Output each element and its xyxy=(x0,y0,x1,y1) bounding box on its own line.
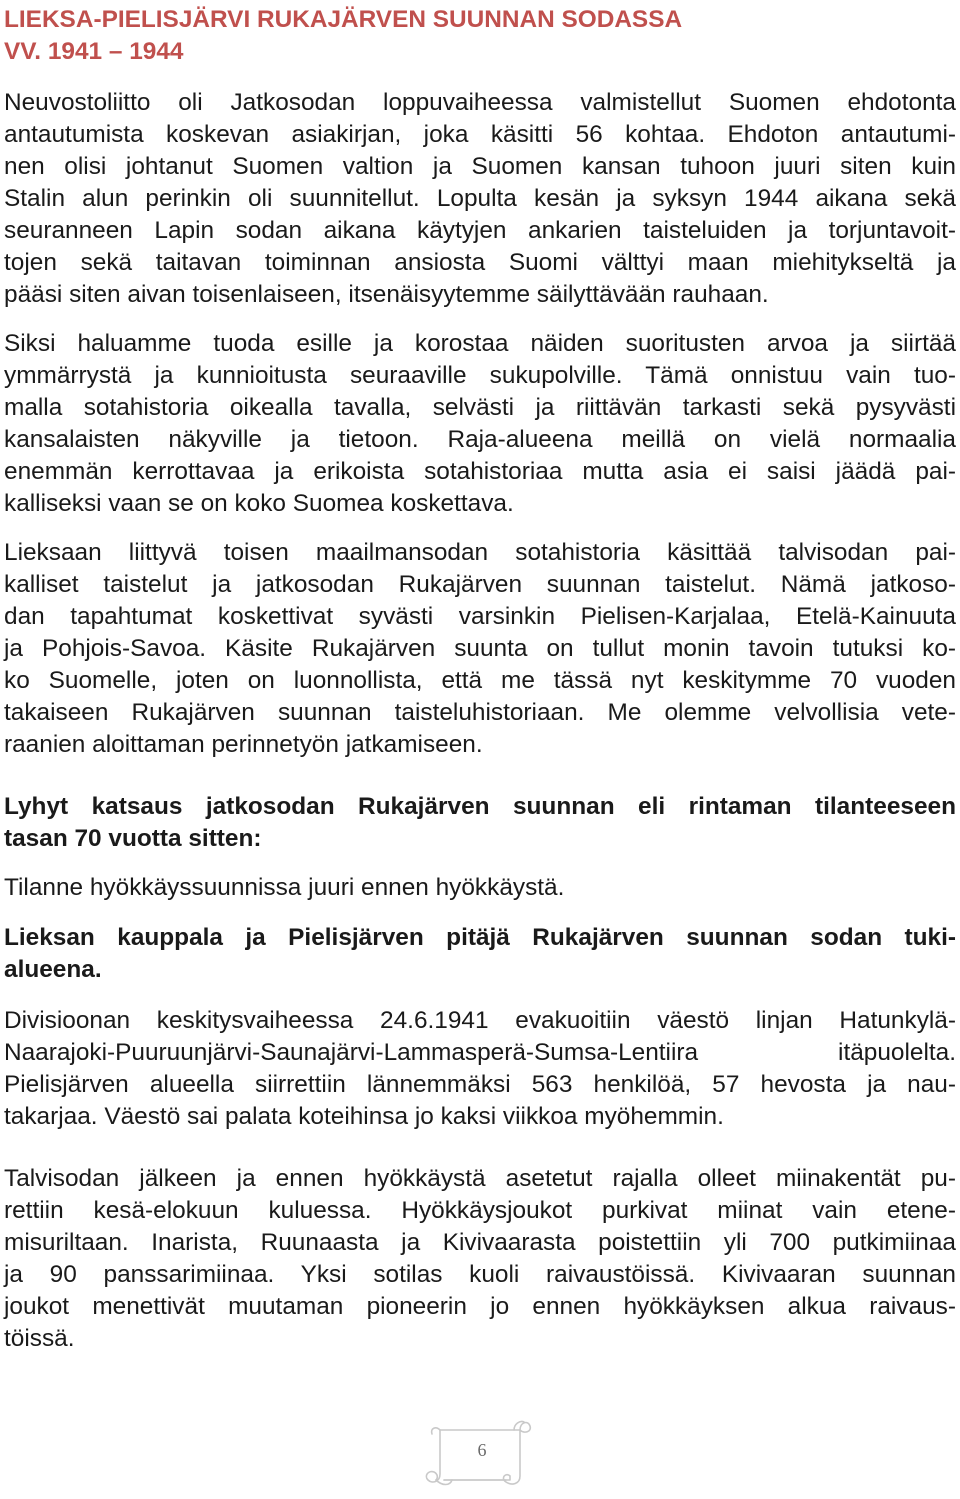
paragraph-1-line: Neuvostoliitto oli Jatkosodan loppuvaiheessa valmistellut Suomen ehdotonta xyxy=(4,89,956,116)
paragraph-6-line: töissä. xyxy=(4,1325,75,1352)
paragraph-2-line: enemmän kerrottavaa ja erikoista sotahistoriaa mutta asia ei saisi jäädä pai- xyxy=(4,458,956,485)
paragraph-5-line: Pielisjärven alueella siirrettiin lännemmäksi 563 henkilöä, 57 hevosta ja nau- xyxy=(4,1071,956,1098)
paragraph-1-line: pääsi siten aivan toisenlaiseen, itsenäisyytemme säilyttävään rauhaan. xyxy=(4,281,769,308)
paragraph-2-line: ymmärrystä ja kunnioitusta seuraaville sukupolville. Tämä onnistuu vain tuo- xyxy=(4,362,956,389)
paragraph-6-line: Talvisodan jälkeen ja ennen hyökkäystä asetetut rajalla olleet miinakentät pu- xyxy=(4,1165,956,1192)
paragraph-3-line: ja Pohjois-Savoa. Käsite Rukajärven suunta on tullut monin tavoin tutuksi ko- xyxy=(4,635,956,662)
section-heading-line: tasan 70 vuotta sitten: xyxy=(4,825,262,852)
paragraph-5-line: Divisioonan keskitysvaiheessa 24.6.1941 evakuoitiin väestö linjan Hatunkylä- xyxy=(4,1007,956,1034)
paragraph-6-line: joukot menettivät muutaman pioneerin jo ennen hyökkäyksen alkua raivaus- xyxy=(4,1293,956,1320)
paragraph-2-line: kansalaisten näkyville ja tietoon. Raja-alueena meillä on vielä normaalia xyxy=(4,426,956,453)
subsection-heading-line: Lieksan kauppala ja Pielisjärven pitäjä Rukajärven suunnan sodan tuki- xyxy=(4,924,956,951)
section-heading-line: Lyhyt katsaus jatkosodan Rukajärven suunnan eli rintaman tilanteeseen xyxy=(4,793,956,820)
paragraph-6-line: rettiin kesä-elokuun kuluessa. Hyökkäysjoukot purkivat miinat vain etene- xyxy=(4,1197,956,1224)
paragraph-3-line: ko Suomelle, joten on luonnollista, että me tässä nyt keskitymme 70 vuoden xyxy=(4,667,956,694)
paragraph-1-line: tojen sekä taitavan toiminnan ansiosta Suomi välttyi maan miehitykseltä ja xyxy=(4,249,956,276)
paragraph-1-line: nen olisi johtanut Suomen valtion ja Suomen kansan tuhoon juuri siten kuin xyxy=(4,153,956,180)
paragraph-5-line: takarjaa. Väestö sai palata koteihinsa jo kaksi viikkoa myöhemmin. xyxy=(4,1103,724,1130)
page-number: 6 xyxy=(477,1440,487,1460)
paragraph-3-line: kalliset taistelut ja jatkosodan Rukajärven suunnan taistelut. Nämä jatkoso- xyxy=(4,571,956,598)
paragraph-1-line: Stalin alun perinkin oli suunnitellut. Lopulta kesän ja syksyn 1944 aikana sekä xyxy=(4,185,956,212)
page-title-line-2: VV. 1941 – 1944 xyxy=(4,38,184,65)
paragraph-5-line: Naarajoki-Puuruunjärvi-Saunajärvi-Lammasperä-Sumsa-Lentiira itäpuolelta. xyxy=(4,1039,956,1066)
paragraph-4: Tilanne hyökkäyssuunnissa juuri ennen hyökkäystä. xyxy=(4,874,565,901)
paragraph-3-line: raanien aloittaman perinnetyön jatkamiseen. xyxy=(4,731,483,758)
paragraph-3-line: takaiseen Rukajärven suunnan taisteluhistoriaan. Me olemme velvollisia vete- xyxy=(4,699,956,726)
paragraph-2-line: malla sotahistoria oikealla tavalla, selvästi ja riittävän tarkasti sekä pysyvästi xyxy=(4,394,956,421)
paragraph-1-line: antautumista koskevan asiakirjan, joka käsitti 56 kohtaa. Ehdoton antautumi- xyxy=(4,121,956,148)
paragraph-6-line: ja 90 panssarimiinaa. Yksi sotilas kuoli raivaustöissä. Kivivaaran suunnan xyxy=(4,1261,956,1288)
subsection-heading-line: alueena. xyxy=(4,956,102,983)
paragraph-3-line: dan tapahtumat koskettivat syvästi varsinkin Pielisen-Karjalaa, Etelä-Kainuuta xyxy=(4,603,956,630)
paragraph-2-line: kalliseksi vaan se on koko Suomea koskettava. xyxy=(4,490,514,517)
page-title-line-1: LIEKSA-PIELISJÄRVI RUKAJÄRVEN SUUNNAN SODASSA xyxy=(4,6,683,33)
paragraph-3-line: Lieksaan liittyvä toisen maailmansodan sotahistoria käsittää talvisodan pai- xyxy=(4,539,956,566)
paragraph-2-line: Siksi haluamme tuoda esille ja korostaa näiden suoritusten arvoa ja siirtää xyxy=(4,330,956,357)
paragraph-1-line: seuranneen Lapin sodan aikana käytyjen ankarien taisteluiden ja torjuntavoit- xyxy=(4,217,956,244)
paragraph-6-line: misuriltaan. Inarista, Ruunaasta ja Kivivaarasta poistettiin yli 700 putkimiinaa xyxy=(4,1229,956,1256)
